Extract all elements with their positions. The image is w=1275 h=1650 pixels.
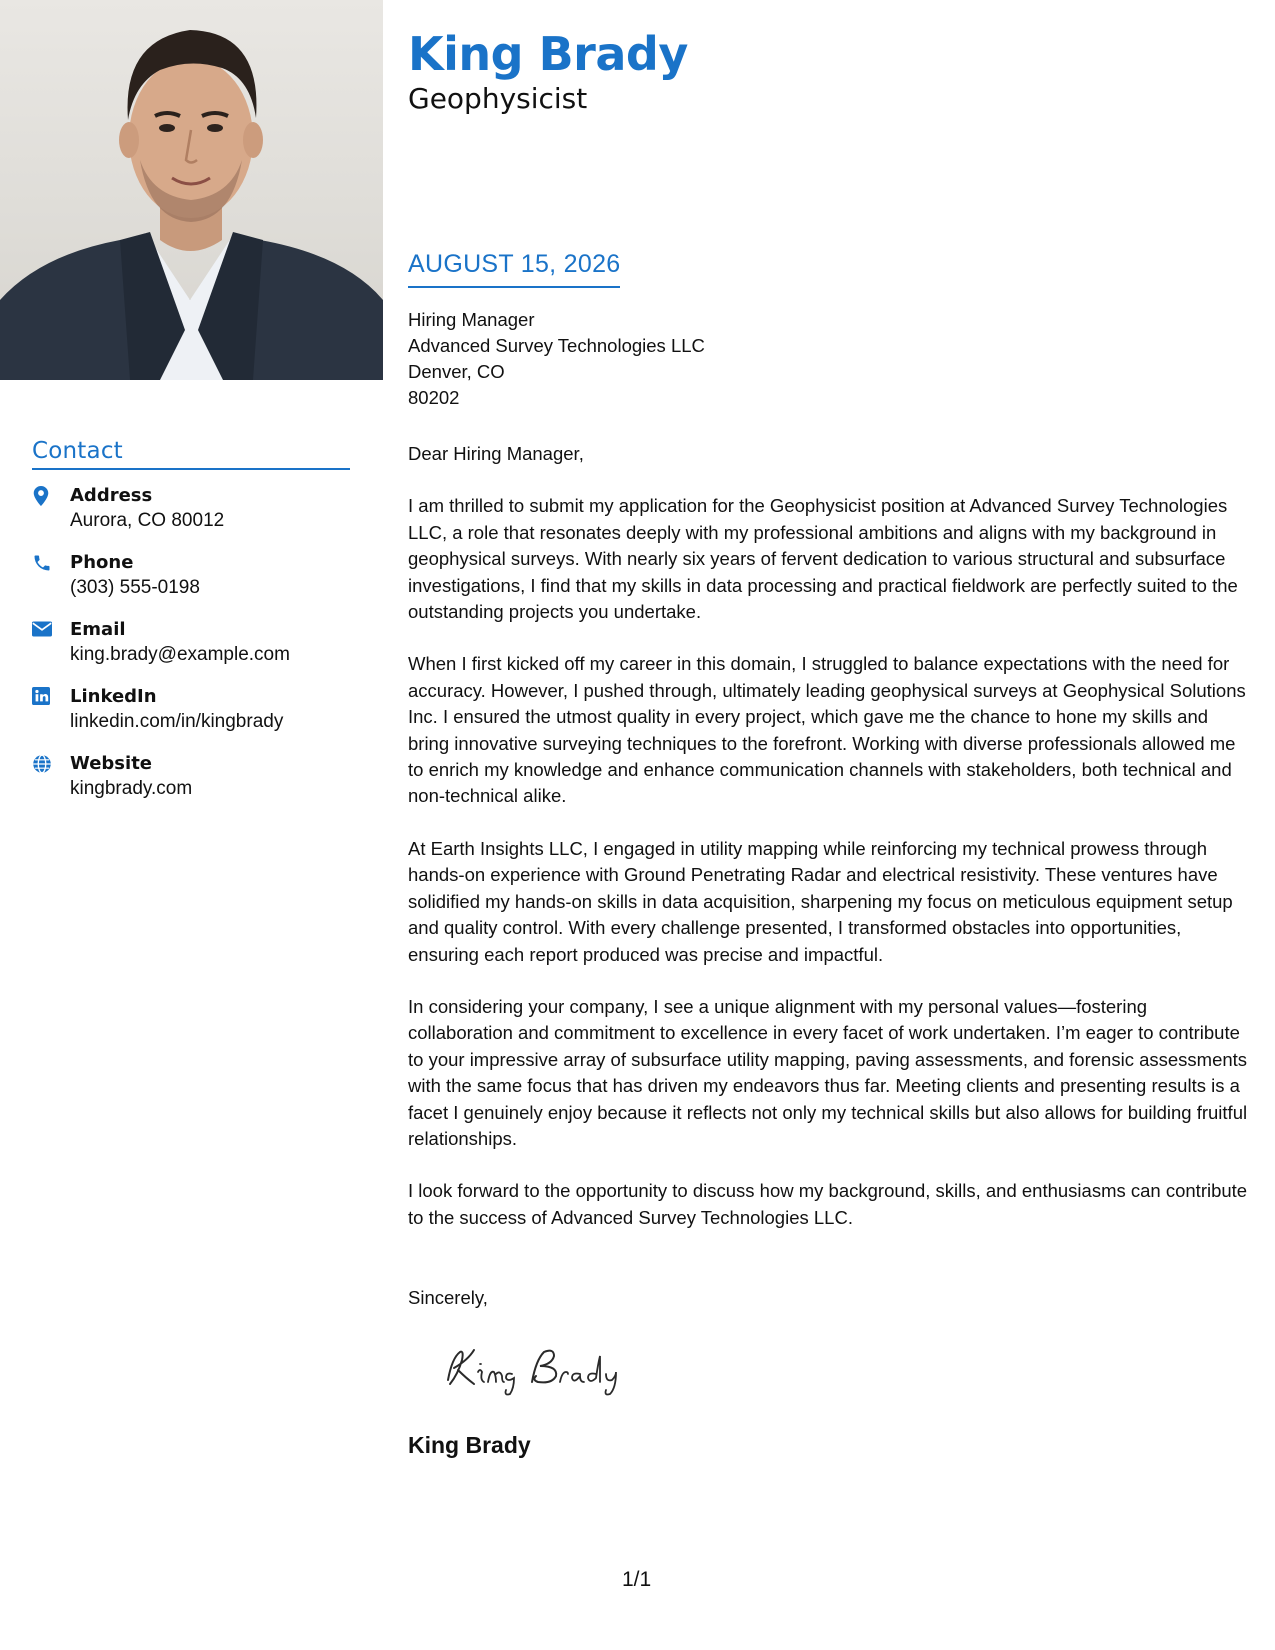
contact-label-email: Email — [70, 619, 126, 640]
recipient-block — [408, 307, 705, 411]
signed-name: King Brady — [408, 1432, 531, 1458]
contact-item-website — [32, 752, 350, 801]
letter-body — [408, 441, 1250, 1257]
envelope-icon — [32, 618, 70, 638]
map-pin-icon — [32, 484, 70, 506]
globe-icon — [32, 752, 70, 774]
page-number: 1/1 — [622, 1568, 652, 1591]
contact-item-linkedin — [32, 685, 350, 734]
contact-item-email — [32, 618, 350, 667]
letter-paragraph: I look forward to the opportunity to discuss how my background, skills, and enthusiasms can contribute to the success of Advanced Survey Technologies LLC. — [408, 1180, 1248, 1228]
header — [408, 26, 688, 116]
contact-value-linkedin[interactable]: linkedin.com/in/kingbrady — [70, 711, 284, 732]
recipient-line: 80202 — [408, 387, 460, 408]
job-title: Geophysicist — [408, 82, 588, 115]
letter-paragraph: I am thrilled to submit my application for the Geophysicist position at Advanced Survey Technologies LLC, a role that resonates deeply with my professional ambitions and aligns with my background in geophysical surveys. With nearly six years of fervent dedication to various structural and subsurface investigations, I find that my skills in data processing and practical fieldwork are perfectly suited to the outstanding projects you undertake. — [408, 495, 1238, 623]
letter-paragraph: When I first kicked off my career in this domain, I struggled to balance expectations with the need for accuracy. However, I pushed through, ultimately leading geophysical surveys at Geophysical Solutions Inc. I ensured the utmost quality in every project, which gave me the chance to hone my skills and bring innovative surveying techniques to the forefront. Working with diverse professionals allowed me to enrich my knowledge and enhance communication channels with stakeholders, both technical and non-technical alike. — [408, 653, 1246, 807]
profile-photo — [0, 0, 383, 380]
letter-paragraph: In considering your company, I see a unique alignment with my personal values—fostering collaboration and commitment to excellence in every facet of work undertaken. I’m eager to contribute to your impressive array of subsurface utility mapping, paving assessments, and forensic assessments with the same focus that has driven my endeavors thus far. Meeting clients and presenting results is a facet I genuinely enjoy because it reflects not only my technical skills but also allows for building fruitful relationships. — [408, 995, 1248, 1149]
closing: Sincerely, — [408, 1287, 488, 1308]
phone-icon — [32, 551, 70, 573]
linkedin-icon — [32, 685, 70, 705]
contact-value-phone: (303) 555-0198 — [70, 577, 200, 598]
letter-paragraph: At Earth Insights LLC, I engaged in utility mapping while reinforcing my technical prowess through hands-on experience with Ground Penetrating Radar and electrical resistivity. These ventures have solidified my hands-on skills in data acquisition, sharpening my focus on meticulous equipment setup and quality control. With every challenge presented, I transformed obstacles into opportunities, ensuring each report produced was precise and impactful. — [408, 837, 1233, 965]
portrait-illustration — [0, 0, 383, 380]
contact-label-address: Address — [70, 485, 153, 506]
contact-label-linkedin: LinkedIn — [70, 686, 157, 707]
recipient-line: Hiring Manager — [408, 309, 535, 330]
recipient-line: Denver, CO — [408, 361, 505, 382]
contact-item-address — [32, 484, 350, 533]
letter-date: AUGUST 15, 2026 — [408, 248, 620, 288]
handwritten-signature — [440, 1338, 640, 1398]
contact-item-phone — [32, 551, 350, 600]
contact-value-email[interactable]: king.brady@example.com — [70, 644, 290, 665]
recipient-line: Advanced Survey Technologies LLC — [408, 335, 705, 356]
contact-value-address: Aurora, CO 80012 — [70, 510, 225, 531]
contact-section — [32, 438, 350, 819]
salutation: Dear Hiring Manager, — [408, 443, 584, 464]
contact-heading: Contact — [32, 438, 350, 470]
contact-label-website: Website — [70, 753, 153, 774]
contact-list — [32, 484, 350, 801]
applicant-name: King Brady — [408, 27, 688, 81]
contact-label-phone: Phone — [70, 552, 134, 573]
contact-value-website[interactable]: kingbrady.com — [70, 778, 193, 799]
